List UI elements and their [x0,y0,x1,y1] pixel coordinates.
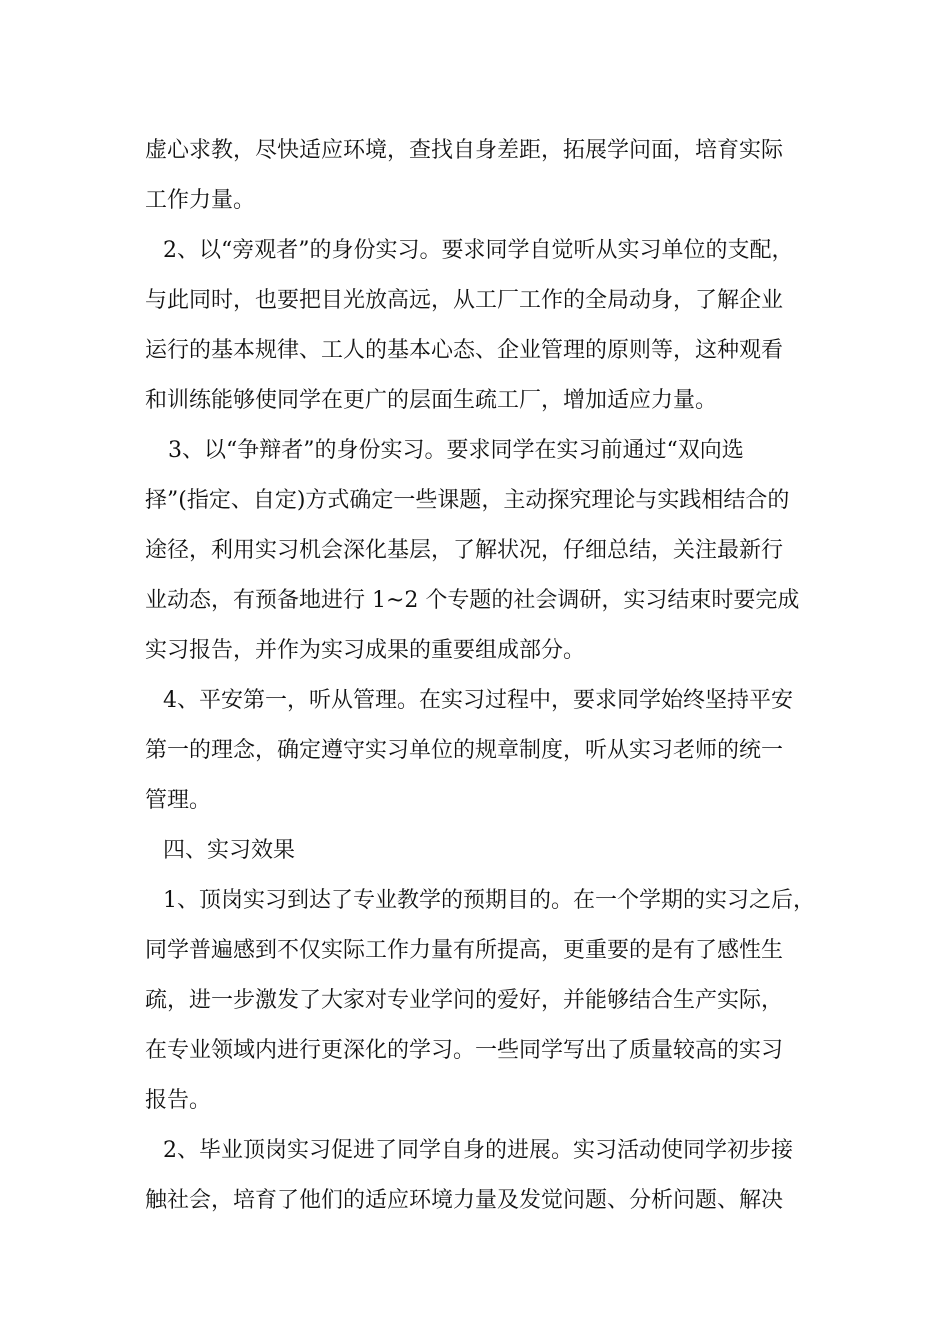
text-line: 第一的理念，确定遵守实习单位的规章制度，听从实习老师的统一 [145,738,784,763]
text-line: 疏，进一步激发了大家对专业学问的爱好，并能够结合生产实际， [145,988,784,1013]
text-line: 运行的基本规律、工人的基本心态、企业管理的原则等，这种观看 [145,338,784,363]
text-line: 实习报告，并作为实习成果的重要组成部分。 [145,638,586,663]
text-line: 在专业领域内进行更深化的学习。一些同学写出了质量较高的实习 [145,1038,784,1063]
text-line: 3、以“争辩者”的身份实习。要求同学在实习前通过“双向选 [168,438,744,463]
text-line: 2、以“旁观者”的身份实习。要求同学自觉听从实习单位的支配， [163,238,794,263]
text-line: 触社会，培育了他们的适应环境力量及发觉问题、分析问题、解决 [145,1188,784,1213]
text-line: 途径，利用实习机会深化基层，了解状况，仔细总结，关注最新行 [145,538,784,563]
text-line: 和训练能够使同学在更广的层面生疏工厂，增加适应力量。 [145,388,718,413]
text-line: 1、顶岗实习到达了专业教学的预期目的。在一个学期的实习之后， [163,888,815,913]
text-line: 同学普遍感到不仅实际工作力量有所提高，更重要的是有了感性生 [145,938,784,963]
text-line: 择”(指定、自定)方式确定一些课题，主动探究理论与实践相结合的 [145,488,790,513]
text-line: 与此同时，也要把目光放高远，从工厂工作的全局动身，了解企业 [145,288,784,313]
text-line: 4、平安第一，听从管理。在实习过程中，要求同学始终坚持平安 [163,688,793,713]
section-heading: 四、实习效果 [163,838,296,863]
text-line: 工作力量。 [145,188,256,213]
text-line: 2、毕业顶岗实习促进了同学自身的进展。实习活动使同学初步接 [163,1138,793,1163]
text-line: 报告。 [145,1088,212,1113]
text-line: 虚心求教，尽快适应环境，查找自身差距，拓展学问面，培育实际 [145,138,784,163]
text-line: 管理。 [145,788,212,813]
text-line: 业动态，有预备地进行 1~2 个专题的社会调研，实习结束时要完成 [145,588,800,613]
